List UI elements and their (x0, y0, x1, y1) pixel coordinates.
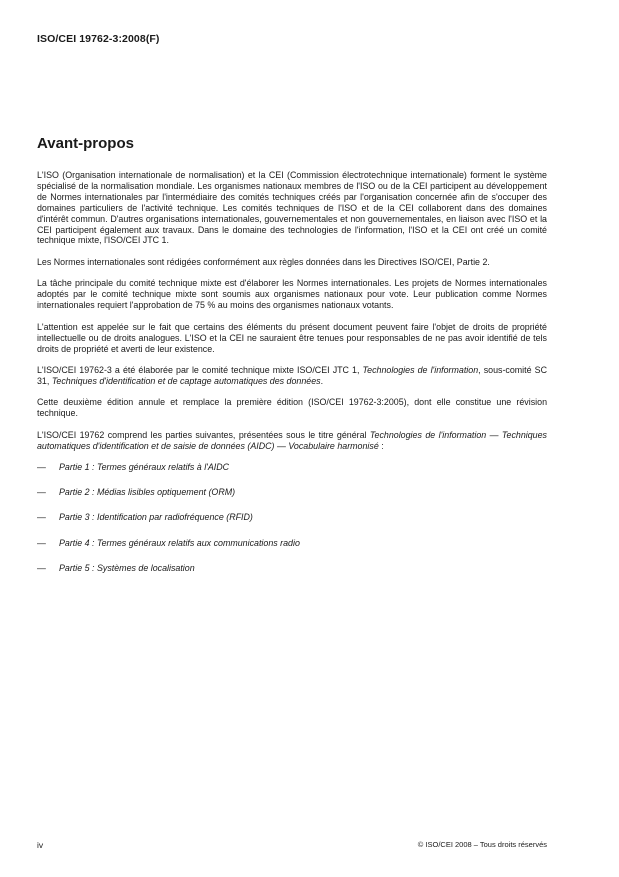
list-item (37, 512, 547, 523)
text: L'ISO/CEI 19762 comprend les parties suivantes, présentées sous le titre général (37, 429, 370, 440)
section-title: Avant-propos (37, 135, 134, 152)
em-dash-bullet: — (37, 562, 46, 573)
em-dash-bullet: — (37, 537, 46, 548)
paragraph-prepared-by (37, 365, 547, 387)
paragraph-patent-notice: L'attention est appelée sur le fait que certains des éléments du présent document peuvent faire l'objet de droits de propriété intellectuelle ou de droits analogues. L'ISO et la CEI ne sauraient être tenues pour responsables de ne pas avoir identifié de tels droits de propriété et averti de leur existence. (37, 321, 547, 354)
paragraph-organisations: L'ISO (Organisation internationale de normalisation) et la CEI (Commission électrotechnique internationale) forment le système spécialisé de la normalisation mondiale. Les organismes nationaux membres de l'ISO ou de la CEI participent au développement de Normes internationales par l'intermédiaire des comités techniques créés par l'organisation concernée afin de s'occuper des domaines particuliers de l'activité technique. Les comités techniques de l'ISO et de la CEI collaborent dans des domaines d'intérêt commun. D'autres organisations internationales, gouvernementales et non gouvernementales, en liaison avec l'ISO et la CEI participent également aux travaux. Dans le domaine des technologies de l'information, l'ISO et la CEI ont créé un comité technique mixte, l'ISO/CEI JTC 1. (37, 170, 547, 246)
em-dash-bullet: — (37, 487, 46, 498)
text: , sous-comité SC 31, (37, 365, 547, 386)
list-item (37, 462, 547, 473)
text: : (378, 440, 384, 451)
part-label: Partie 1 : Termes généraux relatifs à l'AIDC (59, 462, 230, 473)
text: L'ISO/CEI 19762-3 a été élaborée par le comité technique mixte ISO/CEI JTC 1, (37, 365, 363, 376)
parts-list (37, 462, 547, 573)
foreword-body (37, 170, 547, 588)
page-footer (37, 840, 547, 850)
part-label: Partie 2 : Médias lisibles optiquement (ORM) (59, 487, 236, 498)
page-number: iv (37, 840, 44, 850)
em-dash-bullet: — (37, 462, 46, 473)
text: . (320, 375, 324, 386)
paragraph-edition: Cette deuxième édition annule et remplace la première édition (ISO/CEI 19762-3:2005), dont elle constitue une révision technique. (37, 397, 547, 419)
paragraph-directives: Les Normes internationales sont rédigées conformément aux règles données dans les Directives ISO/CEI, Partie 2. (37, 256, 490, 267)
paragraph-parts-intro (37, 430, 547, 452)
committee-title: Technologies de l'information (362, 365, 479, 376)
copyright-notice: © ISO/CEI 2008 – Tous droits réservés (417, 840, 547, 849)
subcommittee-title: Techniques d'identification et de captage automatiques des données (51, 375, 321, 386)
general-title: Technologies de l'information — Techniques automatiques d'identification et de saisie de données (AIDC) — Vocabulaire harmonisé (37, 429, 547, 451)
part-label: Partie 4 : Termes généraux relatifs aux communications radio (59, 537, 300, 548)
part-label: Partie 5 : Systèmes de localisation (59, 562, 195, 573)
em-dash-bullet: — (37, 512, 46, 523)
list-item (37, 487, 547, 498)
part-label: Partie 3 : Identification par radiofréquence (RFID) (59, 512, 253, 523)
document-id: ISO/CEI 19762-3:2008(F) (37, 33, 160, 45)
list-item (37, 563, 547, 574)
paragraph-main-task: La tâche principale du comité technique mixte est d'élaborer les Normes internationales. Les projets de Normes internationales adoptés par le comité technique mixte sont soumis aux organismes nationaux pour vote. Leur publication comme Normes internationales requiert l'approbation de 75 % au moins des organismes nationaux votants. (37, 278, 547, 311)
list-item (37, 538, 547, 549)
